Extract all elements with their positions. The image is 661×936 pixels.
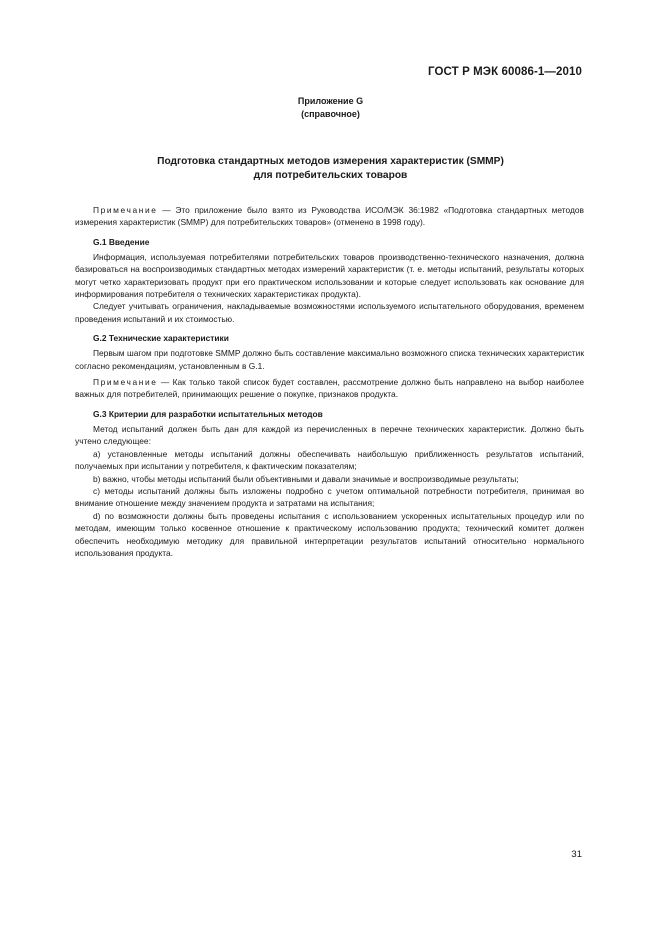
standard-designation: ГОСТ Р МЭК 60086-1—2010	[428, 66, 582, 78]
note-2	[75, 376, 584, 401]
note-text: — Это приложение было взято из Руководства ИСО/МЭК 36:1982 «Подготовка стандартных методов измерения характеристик (SMMP) для потребительских товаров» (отменено в 1998 году).	[75, 205, 584, 228]
paragraph: Информация, используемая потребителями потребительских товаров производственно-технического назначения, должна базироваться на воспроизводимых стандартных методах измерений характеристик (т. е. методы испытаний, результаты которых могут четко характеризовать продукт при его практическом использовании и которые следует использовать как основание для информирования потребителя о технических характеристиках продукта).	[75, 251, 584, 300]
document-body	[75, 200, 584, 559]
list-item: c) методы испытаний должны быть изложены подробно с учетом оптимальной потребности потребителя, принимая во внимание отношение между значением продукта и затратами на испытания;	[75, 485, 584, 509]
document-title	[0, 155, 661, 183]
note-label: Примечание	[93, 205, 158, 215]
note-label: Примечание	[93, 377, 158, 388]
annex-heading	[0, 95, 661, 121]
page-number: 31	[571, 849, 582, 860]
section-g1-heading: G.1 Введение	[93, 236, 150, 247]
annex-status: (справочное)	[301, 109, 360, 119]
document-title-line-2: для потребительских товаров	[253, 170, 408, 181]
note-1	[75, 204, 584, 229]
list-item: b) важно, чтобы методы испытаний были объективными и давали значимые и воспроизводимые результаты;	[93, 473, 519, 484]
paragraph: Следует учитывать ограничения, накладываемые возможностями используемого испытательного оборудования, временем проведения испытаний и их стоимостью.	[75, 301, 584, 324]
section-g3-heading: G.3 Критерии для разработки испытательных методов	[93, 408, 323, 419]
section-g2-heading: G.2 Технические характеристики	[93, 333, 229, 344]
paragraph: Метод испытаний должен быть дан для каждой из перечисленных в перечне технических характеристик. Должно быть учтено следующее:	[75, 423, 584, 447]
list-item: d) по возможности должны быть проведены испытания с использованием ускоренных испытательных процедур или по методам, имеющим только косвенное отношение к практическому использованию продукта; технический комитет должен обеспечить необходимую методику для правильной интерпретации результатов испытаний относительно нормального использования продукта.	[75, 510, 584, 558]
paragraph: Первым шагом при подготовке SMMP должно быть составление максимально возможного списка технических характеристик согласно рекомендациям, установленным в G.1.	[75, 348, 584, 371]
annex-title: Приложение G	[297, 96, 364, 106]
list-item: a) установленные методы испытаний должны обеспечивать наибольшую приближенность результатов испытаний, получаемых при испытании у потребителя, к фактическим показателям;	[75, 448, 584, 472]
note-text: — Как только такой список будет составлен, рассмотрение должно быть направлено на выбор наиболее важных для потребителей, принимающих решение о покупке, признаков продукта.	[75, 377, 584, 400]
document-title-line-1: Подготовка стандартных методов измерения характеристик (SMMP)	[157, 156, 504, 167]
